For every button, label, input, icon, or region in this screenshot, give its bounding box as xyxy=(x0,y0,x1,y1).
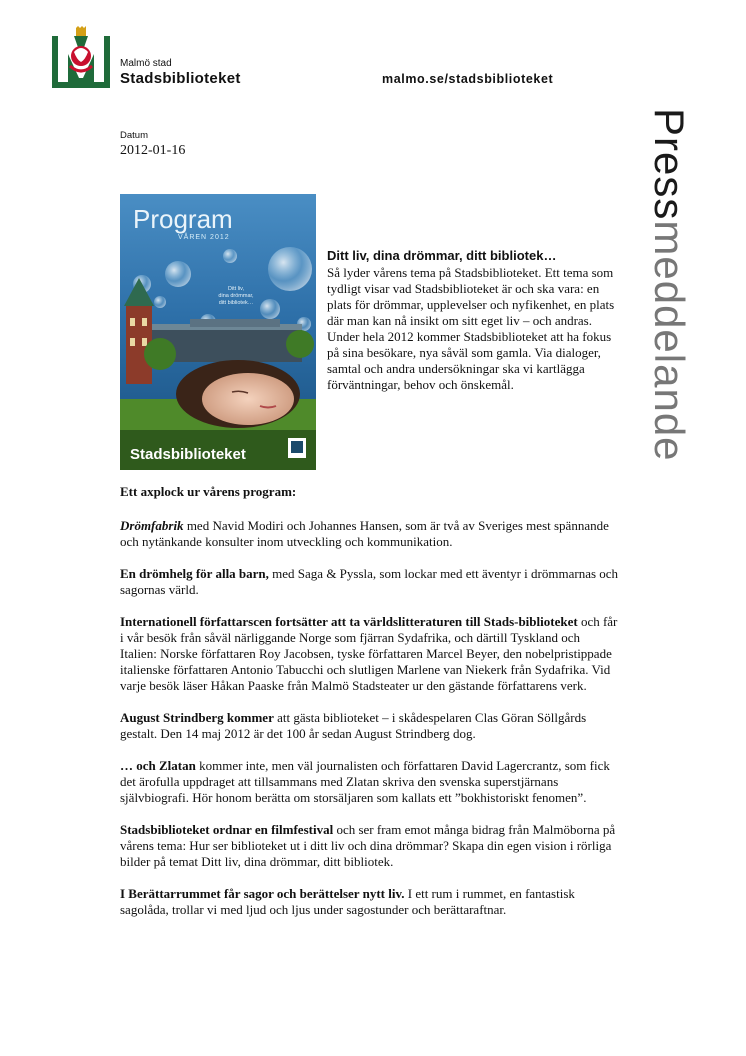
program-item-lead: Internationell författarscen fortsätter att ta världslitteraturen till Stads-biblioteket xyxy=(120,614,578,629)
program-item xyxy=(120,886,620,918)
program-section xyxy=(120,484,620,934)
malmo-griffin-logo-icon xyxy=(52,26,110,88)
cover-tagline-line: dina drömmar, xyxy=(218,292,254,299)
program-item-text: kommer inte, men väl journalisten och författaren David Lagercrantz, som fick det ärofulla uppdraget att tillsammans med Zlatan skriva den svenska superstjärnans självbiografi. Hör honom berätta om storsäljaren som kallats ett ”bokhistoriskt fenomen”. xyxy=(120,758,610,805)
cover-subtitle: VÅREN 2012 xyxy=(178,234,230,241)
date-value: 2012-01-16 xyxy=(120,143,186,158)
cover-tagline-line: Ditt liv, xyxy=(227,286,245,292)
cover-tagline xyxy=(212,286,260,307)
program-item-lead: Stadsbiblioteket ordnar en filmfestival xyxy=(120,822,334,837)
website-link[interactable]: malmo.se/stadsbiblioteket xyxy=(382,72,554,86)
program-item-text: att gästa biblioteket – i skådespelaren Clas Göran Söllgårds gestalt. Den 14 maj 2012 är det 100 år sedan August Strindberg dog. xyxy=(120,710,587,741)
program-item-lead: Drömfabrik xyxy=(120,518,184,533)
program-item-lead: August Strindberg kommer xyxy=(120,710,274,725)
side-title-dark: Press xyxy=(646,108,693,221)
program-item xyxy=(120,822,620,870)
cover-tagline-line: ditt bibliotek… xyxy=(218,299,254,306)
intro-paragraph-1: Så lyder vårens tema på Stadsbiblioteket. Ett tema som tydligt visar vad Stadsbiblioteket är och ska vara: en plats för drömmar, upplevelser och nyfikenhet, en plats där man kan nå insikt om sitt eget liv – och andras. xyxy=(327,265,615,328)
program-item xyxy=(120,614,620,694)
program-heading: Ett axplock ur vårens program: xyxy=(120,484,297,499)
intro-heading: Ditt liv, dina drömmar, ditt bibliotek… xyxy=(327,248,557,263)
program-item-text: med Navid Modiri och Johannes Hansen, som är två av Sveriges mest spännande och nytänkande konsulter inom utveckling och kommunikation. xyxy=(120,518,609,549)
org-name: Stadsbiblioteket xyxy=(120,70,241,87)
org-name-small: Malmö stad xyxy=(120,58,172,69)
program-item-text: I ett rum i rummet, en fantastisk sagolåda, trollar vi med ljud och ljus under sagostunder och berättaraftnar. xyxy=(120,886,575,917)
date-label: Datum xyxy=(120,130,148,141)
program-item-lead: … och Zlatan xyxy=(120,758,196,773)
cover-title: Program xyxy=(133,204,233,234)
program-item xyxy=(120,710,620,742)
program-item xyxy=(120,758,620,806)
program-item-lead: I Berättarrummet får sagor och berättelser nytt liv. xyxy=(120,886,405,901)
program-item-lead: En drömhelg för alla barn, xyxy=(120,566,269,581)
program-item-text: och ser fram emot många bidrag från Malmöborna på vårens tema: Hur ser biblioteket ut i ditt liv och dina drömmar? Skapa din egen vision i rörliga bilder på temat Ditt liv, dina drömmar, ditt bibliotek. xyxy=(120,822,616,869)
intro-section xyxy=(327,248,619,393)
program-item-text: och får i vår besök från såväl närliggande Norge som fjärran Sydafrika, och därtill Tyskland och Italien: Norske författaren Roy Jacobsen, tyske författaren Marcel Beyer, den nobelpristippade italienske författaren Antonio Tabucchi och slutligen Marlene van Niekerk från Sydafrika. Vid varje besök läser Håkan Paaske från Malmö Stadsteater ur den gästande författarens verk. xyxy=(120,614,618,693)
side-title xyxy=(646,108,693,462)
intro-paragraph-2: Under hela 2012 kommer Stadsbiblioteket att ha fokus på sina besökare, nya såväl som gamla. Via dialoger, samtal och andra undersökningar ska vi kartlägga förväntningar, behov och önskemål. xyxy=(327,329,612,392)
program-item-text: med Saga & Pyssla, som lockar med ett äventyr i drömmarnas och sagornas värld. xyxy=(120,566,619,597)
program-item xyxy=(120,518,620,550)
cover-brand: Stadsbiblioteket xyxy=(130,446,246,463)
program-cover-image xyxy=(120,194,316,470)
side-title-light: meddelande xyxy=(646,220,693,462)
program-item xyxy=(120,566,620,598)
